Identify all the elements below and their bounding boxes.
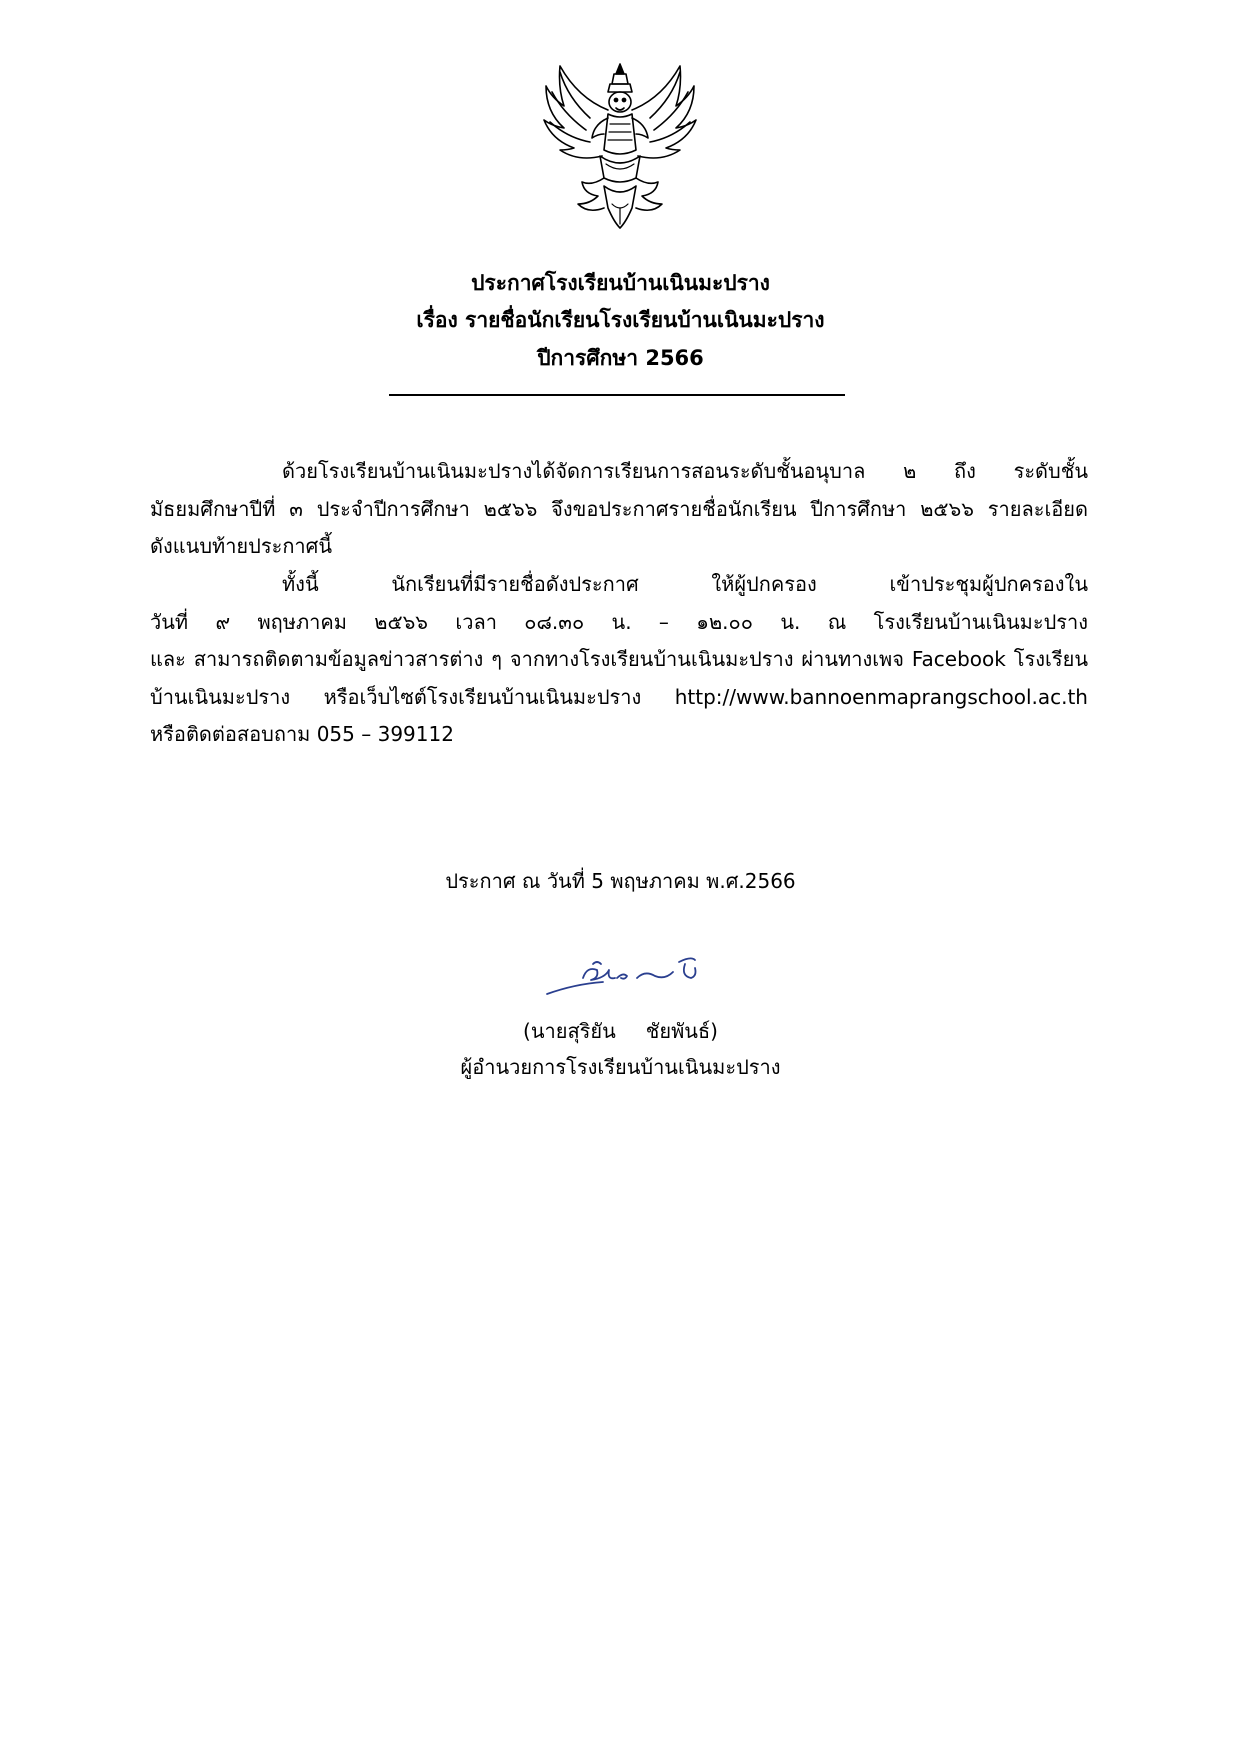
signer-name (0, 1016, 1241, 1046)
paragraph-line: วันที่ ๙ พฤษภาคม ๒๕๖๖ เวลา ๐๘.๓๐ น. – ๑๒.๐๐ น. ณ โรงเรียนบ้านเนินมะปราง (150, 609, 1088, 634)
paragraph-line: บ้านเนินมะปราง หรือเว็บไซต์โรงเรียนบ้านเนินมะปราง http://www.bannoenmaprangschool.ac.th (150, 684, 1088, 709)
heading-divider (389, 394, 845, 396)
announcement-date: ประกาศ ณ วันที่ 5 พฤษภาคม พ.ศ.2566 (445, 869, 796, 893)
signer-first-name: (นายสุริยัน (523, 1019, 616, 1043)
signature-mark (545, 948, 720, 1000)
paragraph-line: ดังแนบท้ายประกาศนี้ (150, 534, 333, 558)
paragraph-line: และ สามารถติดตามข้อมูลข่าวสารต่าง ๆ จากทางโรงเรียนบ้านเนินมะปราง ผ่านทางเพจ Facebook โรงเรียน (150, 647, 1088, 671)
paragraph-line: ด้วยโรงเรียนบ้านเนินมะปรางได้จัดการเรียนการสอนระดับชั้นอนุบาล ๒ ถึง ระดับชั้น (282, 459, 1088, 483)
heading-academic-year: ปีการศึกษา 2566 (537, 346, 704, 370)
paragraph-line: ทั้งนี้ นักเรียนที่มีรายชื่อดังประกาศ ให้ผู้ปกครอง เข้าประชุมผู้ปกครองใน (282, 572, 1088, 596)
heading-subject: เรื่อง รายชื่อนักเรียนโรงเรียนบ้านเนินมะปราง (416, 308, 825, 332)
body-paragraph-2 (150, 566, 1088, 754)
signer-title: ผู้อำนวยการโรงเรียนบ้านเนินมะปราง (460, 1055, 781, 1079)
paragraph-line: หรือติดต่อสอบถาม 055 – 399112 (150, 722, 454, 746)
paragraph-line: มัธยมศึกษาปีที่ ๓ ประจำปีการศึกษา ๒๕๖๖ จึงขอประกาศรายชื่อนักเรียน ปีการศึกษา ๒๕๖๖ รายละเอียด (150, 496, 1088, 521)
signer-last-name: ชัยพันธ์) (645, 1019, 718, 1043)
heading-organization: ประกาศโรงเรียนบ้านเนินมะปราง (471, 271, 770, 295)
body-paragraph-1 (150, 453, 1088, 566)
garuda-emblem-icon (538, 58, 703, 233)
